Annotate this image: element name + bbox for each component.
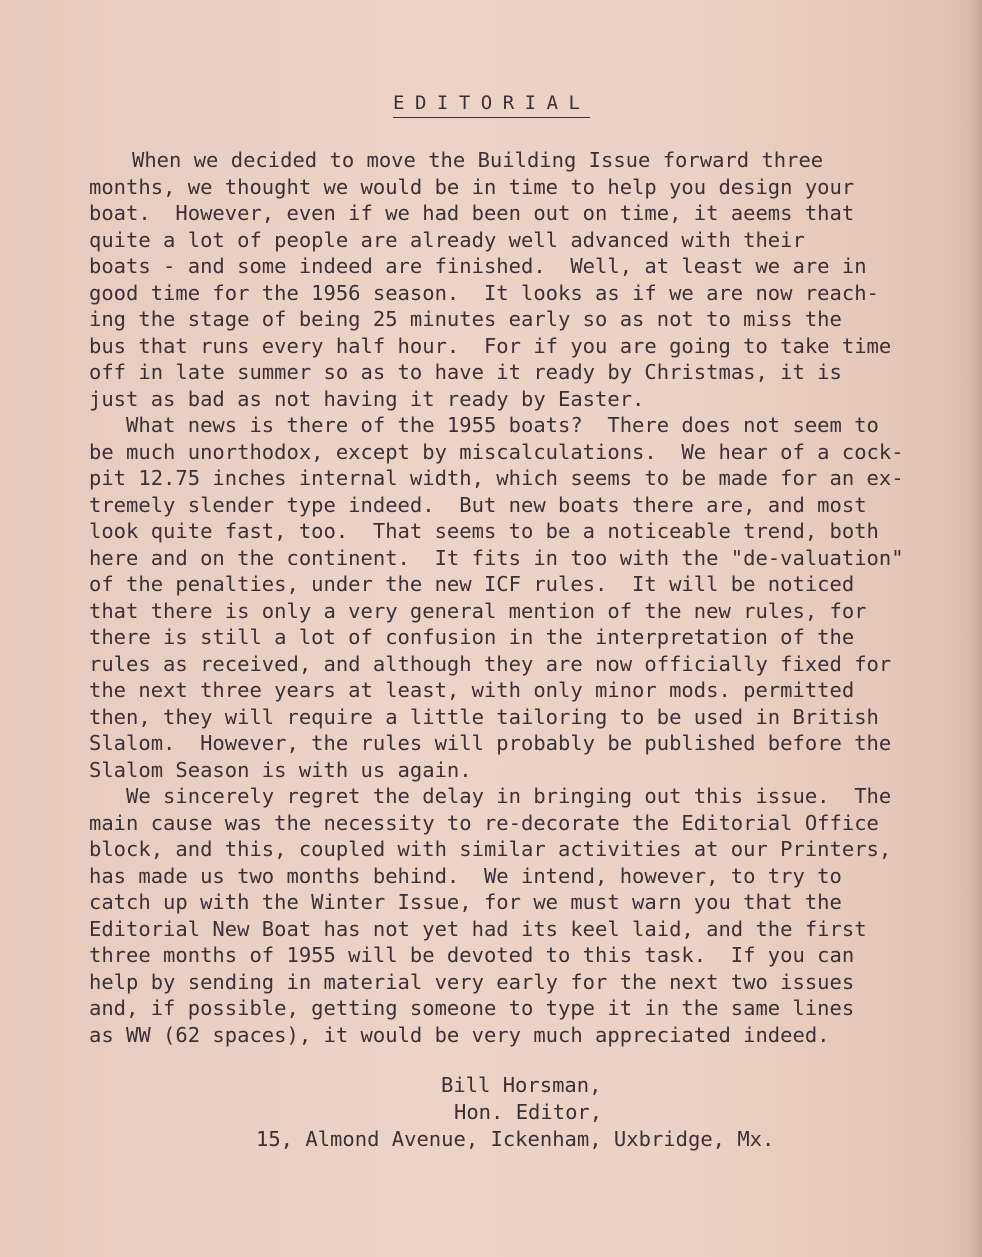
body-line: has made us two months behind. We intend, however, to try to — [89, 863, 842, 888]
body-line: Slalom Season is with us again. — [89, 757, 472, 782]
body-line: that there is only a very general mention of the new rules, for — [89, 598, 867, 623]
body-line: What news is there of the 1955 boats? There does not seem to — [89, 413, 879, 437]
body-line: When we decided to move the Building Issue forward three — [132, 148, 824, 172]
body-line: months, we thought we would be in time to help you design your — [89, 174, 855, 199]
body-line: rules as received, and although they are now officially fixed for — [89, 651, 892, 676]
body-line: Editorial New Boat has not yet had its keel laid, and the first — [89, 916, 867, 941]
body-line: We sincerely regret the delay in bringing out this issue. The — [89, 784, 892, 808]
body-line: boat. However, even if we had been out on time, it aeems that — [89, 201, 855, 225]
body-line: off in late summer so as to have it ready by Christmas, it is — [89, 360, 842, 384]
body-line: look quite fast, too. That seems to be a noticeable trend, both — [89, 519, 879, 543]
body-line: as WW (62 spaces), it would be very much appreciated indeed. — [89, 1022, 830, 1047]
body-line: here and on the continent. It fits in too with the "de-valuation" — [89, 545, 904, 570]
body-line: tremely slender type indeed. But new boats there are, and most — [89, 492, 867, 517]
body-line: the next three years at least, with only minor mods. permitted — [89, 678, 855, 702]
body-line: main cause was the necessity to re-decorate the Editorial Office — [89, 810, 879, 835]
editorial-title: EDITORIAL — [393, 92, 590, 118]
page-edge-shadow — [968, 0, 982, 1257]
signature-name: Bill Horsman, — [441, 1073, 602, 1097]
body-line: good time for the 1956 season. It looks as if we are now reach- — [89, 280, 879, 305]
body-line: quite a lot of people are already well advanced with their — [89, 227, 805, 252]
body-line: there is still a lot of confusion in the interpretation of the — [89, 625, 855, 649]
body-line: bus that runs every half hour. For if you are going to take time — [89, 333, 892, 358]
body-line: catch up with the Winter Issue, for we must warn you that the — [89, 890, 842, 914]
body-line: of the penalties, under the new ICF rules. It will be noticed — [89, 572, 855, 596]
body-line: just as bad as not having it ready by Easter. — [89, 386, 645, 411]
body-line: block, and this, coupled with similar activities at our Printers, — [89, 837, 892, 861]
signature-address: 15, Almond Avenue, Ickenham, Uxbridge, Mx. — [256, 1127, 775, 1151]
editorial-body — [89, 147, 969, 1048]
signature-role: Hon. Editor, — [454, 1100, 603, 1124]
body-line: pit 12.75 inches internal width, which seems to be made for an ex- — [89, 466, 904, 490]
body-line: ing the stage of being 25 minutes early so as not to miss the — [89, 307, 842, 331]
body-line: boats - and some indeed are finished. Well, at least we are in — [89, 254, 867, 278]
body-line: three months of 1955 will be devoted to this task. If you can — [89, 943, 855, 967]
body-line: Slalom. However, the rules will probably be published before the — [89, 731, 892, 755]
body-line: help by sending in material very early for the next two issues — [89, 969, 855, 994]
body-line: and, if possible, getting someone to type it in the same lines — [89, 996, 855, 1020]
body-line: be much unorthodox, except by miscalculations. We hear of a cock- — [89, 439, 904, 464]
body-line: then, they will require a little tailoring to be used in British — [89, 704, 879, 729]
